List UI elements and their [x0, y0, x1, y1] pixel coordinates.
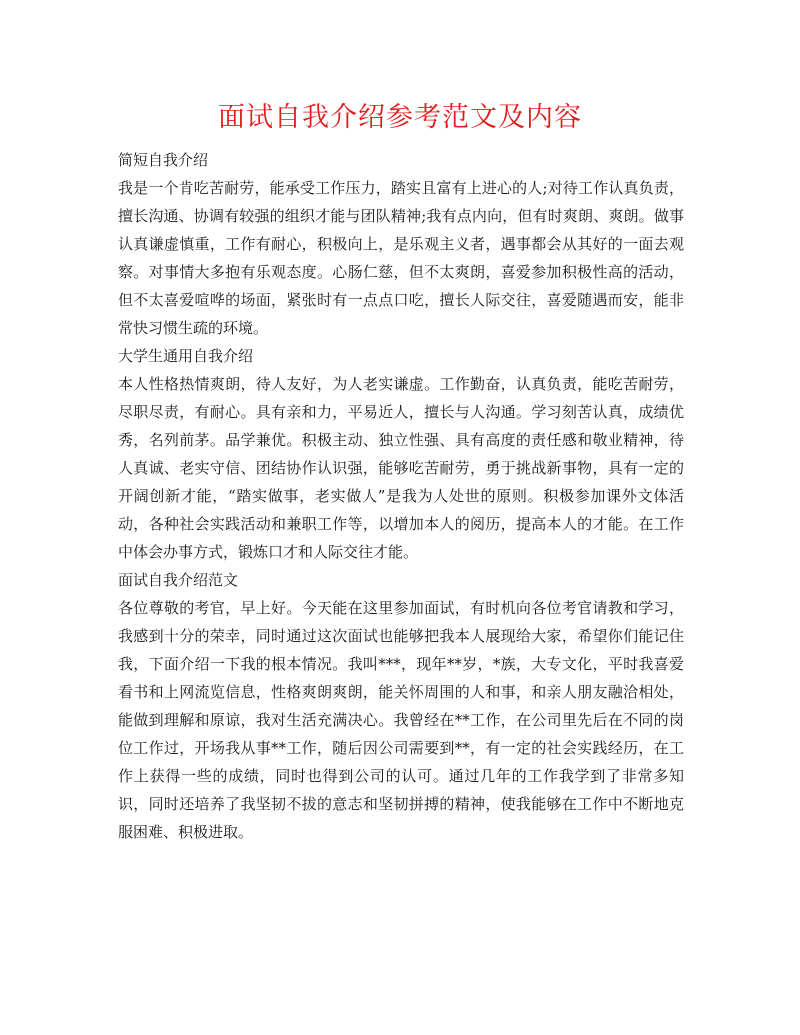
section-heading: 简短自我介绍 [118, 151, 209, 169]
document-body [118, 146, 684, 846]
section-paragraph: 本人性格热情爽朗，待人友好，为人老实谦虚。工作勤奋，认真负责，能吃苦耐劳，尽职尽责，有耐心。具有亲和力，平易近人，擅长与人沟通。学习刻苦认真，成绩优秀，名列前茅。品学兼优。积极主动、独立性强、具有高度的责任感和敬业精神，待人真诚、老实守信、团结协作认识强，能够吃苦耐劳，勇于挑战新事物，具有一定的开阔创新才能，“踏实做事，老实做人”是我为人处世的原则。积极参加课外文体活动，各种社会实践活动和兼职工作等，以增加本人的阅历，提高本人的才能。在工作中体会办事方式，锻炼口才和人际交往才能。 [118, 375, 684, 561]
section-heading: 大学生通用自我介绍 [118, 347, 254, 365]
section-interview-sample [118, 566, 684, 846]
section-paragraph: 各位尊敬的考官，早上好。今天能在这里参加面试，有时机向各位考官请教和学习，我感到十分的荣幸，同时通过这次面试也能够把我本人展现给大家，希望你们能记住我，下面介绍一下我的根本情况。我叫***，现年**岁，*族，大专文化，平时我喜爱看书和上网流览信息，性格爽朗爽朗，能关怀周围的人和事，和亲人朋友融洽相处，能做到理解和原谅，我对生活充满决心。我曾经在**工作，在公司里先后在不同的岗位工作过，开场我从事**工作，随后因公司需要到**，有一定的社会实践经历，在工作上获得一些的成绩，同时也得到公司的认可。通过几年的工作我学到了非常多知识，同时还培养了我坚韧不拔的意志和坚韧拼搏的精神，使我能够在工作中不断地克服困难、积极进取。 [118, 599, 684, 841]
document-title: 面试自我介绍参考范文及内容 [218, 102, 582, 133]
section-paragraph: 我是一个肯吃苦耐劳，能承受工作压力，踏实且富有上进心的人;对待工作认真负责，擅长沟通、协调有较强的组织才能与团队精神;我有点内向，但有时爽朗、爽朗。做事认真谦虚慎重，工作有耐心，积极向上，是乐观主义者，遇事都会从其好的一面去观察。对事情大多抱有乐观态度。心肠仁慈，但不太爽朗，喜爱参加积极性高的活动，但不太喜爱喧哗的场面，紧张时有一点点口吃，擅长人际交往，喜爱随遇而安，能非常快习惯生疏的环境。 [118, 179, 684, 337]
section-heading: 面试自我介绍范文 [118, 571, 239, 589]
section-brief-intro [118, 146, 684, 342]
section-student-intro [118, 342, 684, 566]
